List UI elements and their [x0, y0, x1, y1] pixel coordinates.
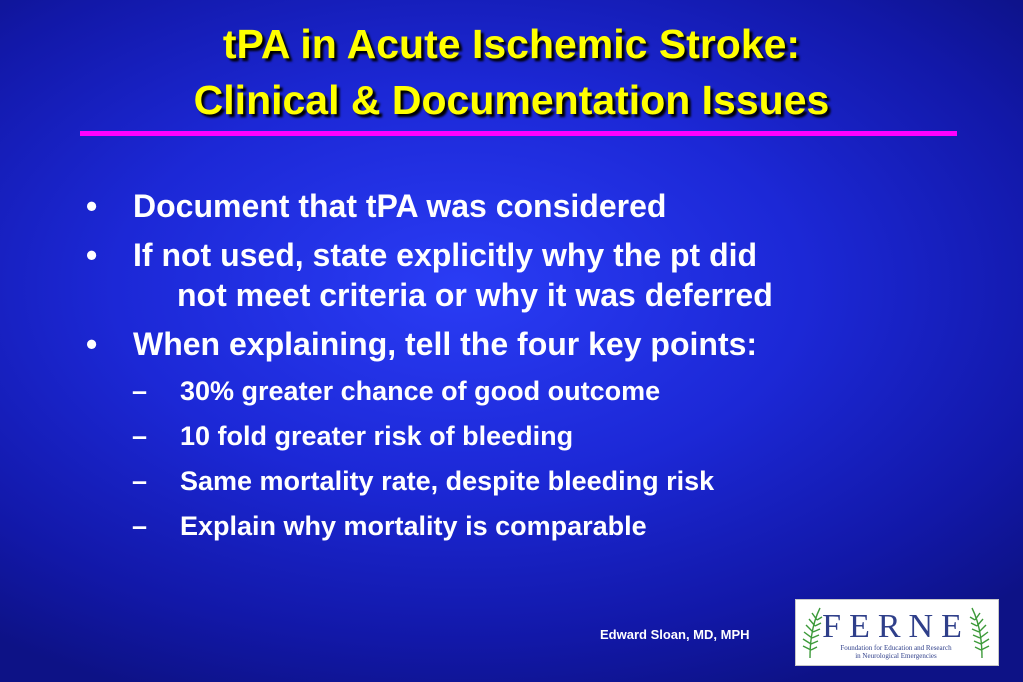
sub-bullet-marker: –: [132, 511, 148, 541]
slide-title: [0, 16, 1023, 128]
logo-tagline-line-2: in Neurological Emergencies: [855, 652, 937, 660]
title-line-1: tPA in Acute Ischemic Stroke:: [222, 21, 801, 67]
sub-bullet-text: 10 fold greater risk of bleeding: [180, 421, 574, 451]
title-divider: [80, 131, 957, 136]
bullet-marker: •: [86, 326, 98, 362]
title-line-2: Clinical & Documentation Issues: [193, 77, 830, 123]
bullet-marker: •: [86, 237, 98, 273]
ferne-logo: [795, 599, 999, 666]
sub-bullet-item-2: [86, 418, 986, 454]
bullet-item-1: [86, 186, 986, 226]
sub-bullet-marker: –: [132, 466, 148, 496]
sub-bullet-marker: –: [132, 376, 148, 406]
sub-bullet-text: Same mortality rate, despite bleeding risk: [180, 466, 715, 496]
logo-letters: FERNE: [822, 608, 970, 645]
bullet-item-2: [86, 235, 986, 315]
bullet-text: Document that tPA was considered: [133, 188, 667, 224]
bullet-text-line-2: not meet criteria or why it was deferred: [177, 277, 773, 313]
sub-bullet-item-4: [86, 508, 986, 544]
logo-tagline-line-1: Foundation for Education and Research: [840, 644, 952, 652]
right-fern-icon: [970, 608, 989, 658]
left-fern-icon: [803, 608, 822, 658]
sub-bullet-text: Explain why mortality is comparable: [180, 511, 647, 541]
sub-bullet-marker: –: [132, 421, 148, 451]
bullet-list: [86, 186, 986, 553]
ferne-logo-image: [796, 600, 998, 665]
sub-bullet-item-3: [86, 463, 986, 499]
sub-bullet-text: 30% greater chance of good outcome: [180, 376, 661, 406]
bullet-text: When explaining, tell the four key points:: [133, 326, 758, 362]
bullet-marker: •: [86, 188, 98, 224]
author-credit: Edward Sloan, MD, MPH: [600, 627, 750, 642]
sub-bullet-item-1: [86, 373, 986, 409]
bullet-item-3: [86, 324, 986, 364]
bullet-text-line-1: If not used, state explicitly why the pt did: [133, 237, 758, 273]
